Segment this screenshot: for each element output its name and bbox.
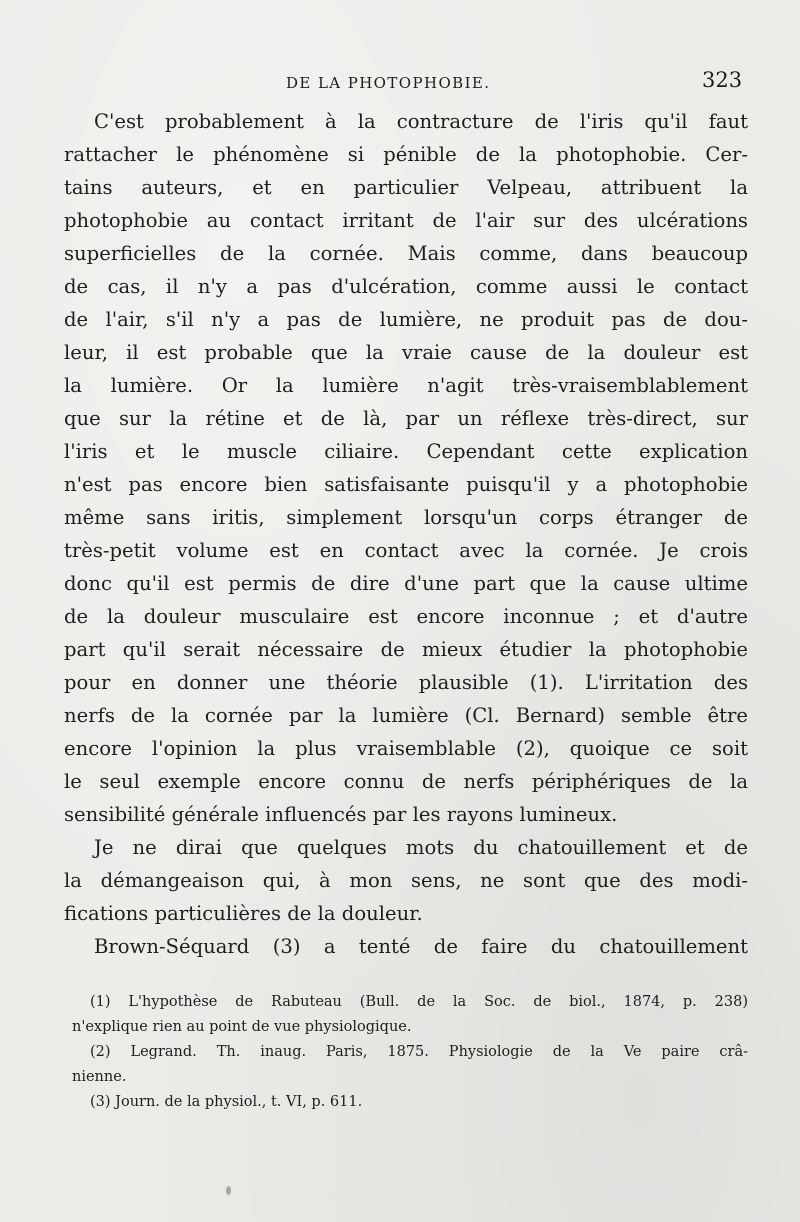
body-line: de la douleur musculaire est encore inconnue ; et d'autre: [64, 605, 748, 628]
body-line: sensibilité générale influencés par les rayons lumineux.: [64, 803, 618, 826]
body-line: leur, il est probable que la vraie cause de la douleur est: [64, 341, 748, 364]
body-line: le seul exemple encore connu de nerfs périphériques de la: [64, 770, 748, 793]
body-line: Je ne dirai que quelques mots du chatouillement et de: [94, 836, 748, 859]
body-line: que sur la rétine et de là, par un réflexe très-direct, sur: [64, 407, 748, 430]
body-line: photophobie au contact irritant de l'air sur des ulcérations: [64, 209, 748, 232]
footnote-line: nienne.: [72, 1069, 127, 1085]
footnote-line: (3) Journ. de la physiol., t. VI, p. 611.: [90, 1094, 363, 1110]
body-line: rattacher le phénomène si pénible de la photophobie. Cer-: [64, 143, 748, 166]
body-line: de l'air, s'il n'y a pas de lumière, ne produit pas de dou-: [64, 308, 748, 331]
running-head: DE LA PHOTOPHOBIE.: [286, 74, 491, 92]
body-line: pour en donner une théorie plausible (1). L'irritation des: [64, 671, 748, 694]
body-line: encore l'opinion la plus vraisemblable (2), quoique ce soit: [64, 737, 748, 760]
footnotes: [72, 990, 748, 1115]
footnote-line: (1) L'hypothèse de Rabuteau (Bull. de la Soc. de biol., 1874, p. 238): [90, 994, 748, 1010]
body-line: très-petit volume est en contact avec la cornée. Je crois: [64, 539, 748, 562]
body-line: Brown-Séquard (3) a tenté de faire du chatouillement: [94, 935, 748, 958]
body-line: part qu'il serait nécessaire de mieux étudier la photophobie: [64, 638, 748, 661]
body-line: fications particulières de la douleur.: [64, 902, 423, 925]
page-number: 323: [702, 68, 743, 92]
footnote-line: (2) Legrand. Th. inaug. Paris, 1875. Physiologie de la Ve paire crâ-: [90, 1044, 748, 1060]
body-line: tains auteurs, et en particulier Velpeau, attribuent la: [64, 176, 748, 199]
footnote-line: n'explique rien au point de vue physiologique.: [72, 1019, 412, 1035]
body-line: donc qu'il est permis de dire d'une part que la cause ultime: [64, 572, 748, 595]
body-line: la démangeaison qui, à mon sens, ne sont que des modi-: [64, 869, 748, 892]
body-line: même sans iritis, simplement lorsqu'un corps étranger de: [64, 506, 748, 529]
body-line: superficielles de la cornée. Mais comme, dans beaucoup: [64, 242, 748, 265]
body-line: nerfs de la cornée par la lumière (Cl. Bernard) semble être: [64, 704, 748, 727]
body-line: n'est pas encore bien satisfaisante puisqu'il y a photophobie: [64, 473, 748, 496]
body-line: l'iris et le muscle ciliaire. Cependant cette explication: [64, 440, 748, 463]
paper-speck: [226, 1186, 231, 1195]
body-line: la lumière. Or la lumière n'agit très-vraisemblablement: [64, 374, 748, 397]
body-line: de cas, il n'y a pas d'ulcération, comme aussi le contact: [64, 275, 748, 298]
body-text: [64, 105, 748, 963]
body-line: C'est probablement à la contracture de l'iris qu'il faut: [94, 110, 748, 133]
